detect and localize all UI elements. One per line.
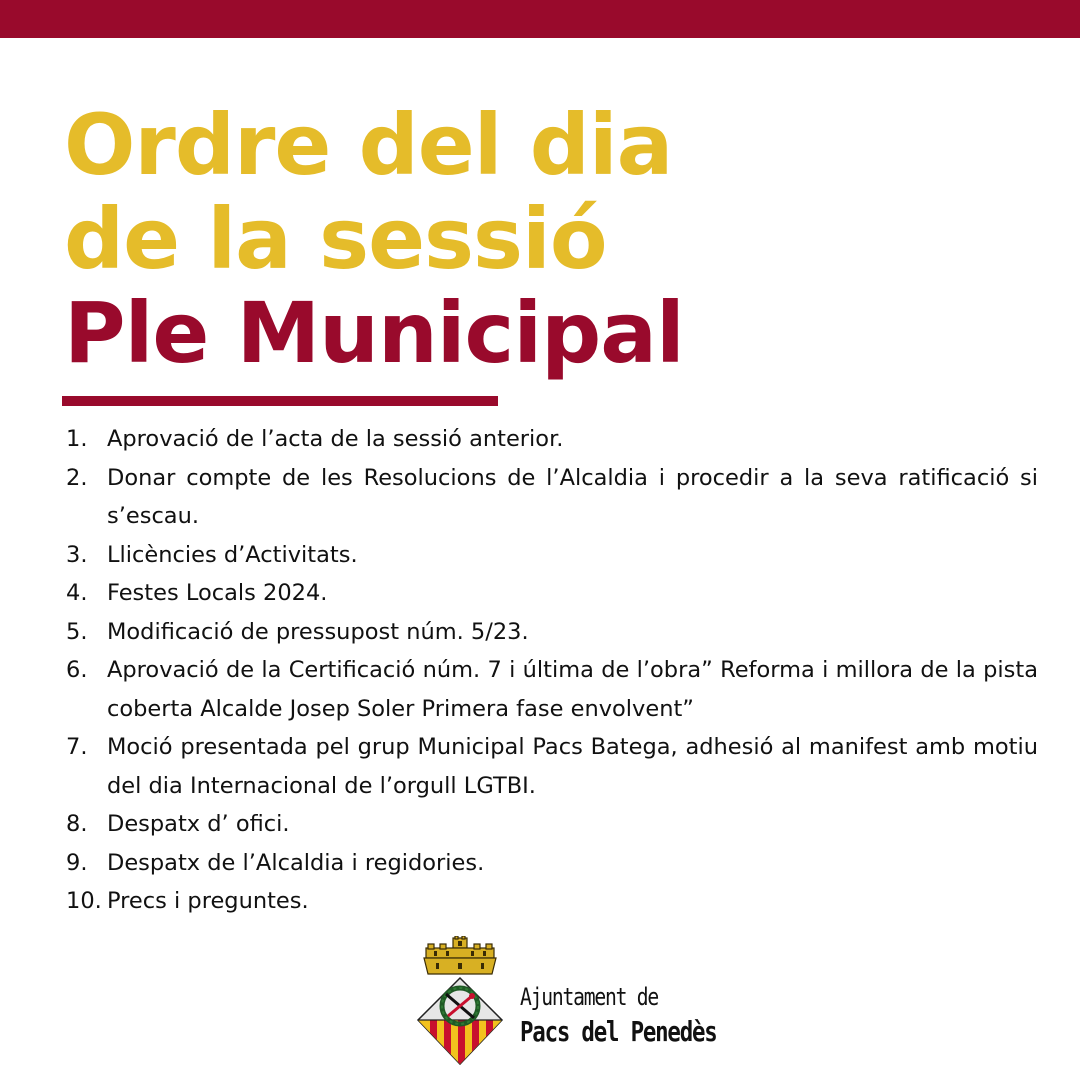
- agenda-item-text: Festes Locals 2024.: [107, 580, 328, 606]
- agenda-item-text: Aprovació de la Certificació núm. 7 i última de l’obra” Reforma i millora de la pista coberta Alcalde Josep Soler Primera fase envolvent”: [107, 657, 1038, 722]
- agenda-item: [66, 613, 1038, 652]
- title-line-1: Ordre del dia: [64, 96, 673, 194]
- agenda-item-number: 5.: [66, 618, 88, 645]
- agenda-item-text: Precs i preguntes.: [107, 888, 309, 914]
- title-line-2: de la sessió: [64, 190, 607, 288]
- agenda-item: [66, 882, 1038, 921]
- agenda-item-number: 8.: [66, 811, 88, 837]
- agenda-item-number: 10.: [66, 888, 102, 914]
- agenda-item-number: 2.: [66, 464, 88, 491]
- agenda-item: [66, 536, 1038, 575]
- logo-line-2: Pacs del Penedès: [520, 1015, 717, 1048]
- agenda-item: [66, 459, 1038, 536]
- top-bar: [0, 0, 1080, 38]
- agenda-item-text: Aprovació de l’acta de la sessió anterior.: [107, 426, 564, 452]
- agenda-item: [66, 844, 1038, 883]
- agenda-item: [66, 728, 1038, 805]
- logo-line-1: Ajuntament de: [520, 983, 659, 1011]
- agenda-list: [66, 420, 1038, 921]
- agenda-item-number: 6.: [66, 657, 88, 683]
- agenda-item: [66, 574, 1038, 613]
- town-crest-icon: [412, 936, 508, 1068]
- organization-logo-text: [520, 980, 766, 1050]
- agenda-item-text: Moció presentada pel grup Municipal Pacs Batega, adhesió al manifest amb motiu del dia Internacional de l’orgull LGTBI.: [107, 734, 1038, 799]
- agenda-item-number: 3.: [66, 541, 88, 568]
- agenda-item-number: 1.: [66, 426, 88, 452]
- title-divider: [62, 396, 498, 406]
- agenda-item-text: Despatx d’ ofici.: [107, 811, 290, 837]
- agenda-item-number: 4.: [66, 580, 88, 606]
- agenda-item: [66, 651, 1038, 728]
- agenda-item: [66, 420, 1038, 459]
- agenda-item-number: 7.: [66, 734, 88, 760]
- agenda-item-text: Despatx de l’Alcaldia i regidories.: [107, 849, 485, 876]
- page-title: [64, 98, 684, 380]
- agenda-item-text: Modificació de pressupost núm. 5/23.: [107, 618, 529, 645]
- agenda-item-text: Donar compte de les Resolucions de l’Alcaldia i procedir a la seva ratificació si s’escau.: [107, 464, 1038, 529]
- agenda-item-text: Llicències d’Activitats.: [107, 541, 358, 568]
- agenda-item-number: 9.: [66, 849, 88, 876]
- agenda-item: [66, 805, 1038, 844]
- title-line-3: Ple Municipal: [64, 284, 684, 382]
